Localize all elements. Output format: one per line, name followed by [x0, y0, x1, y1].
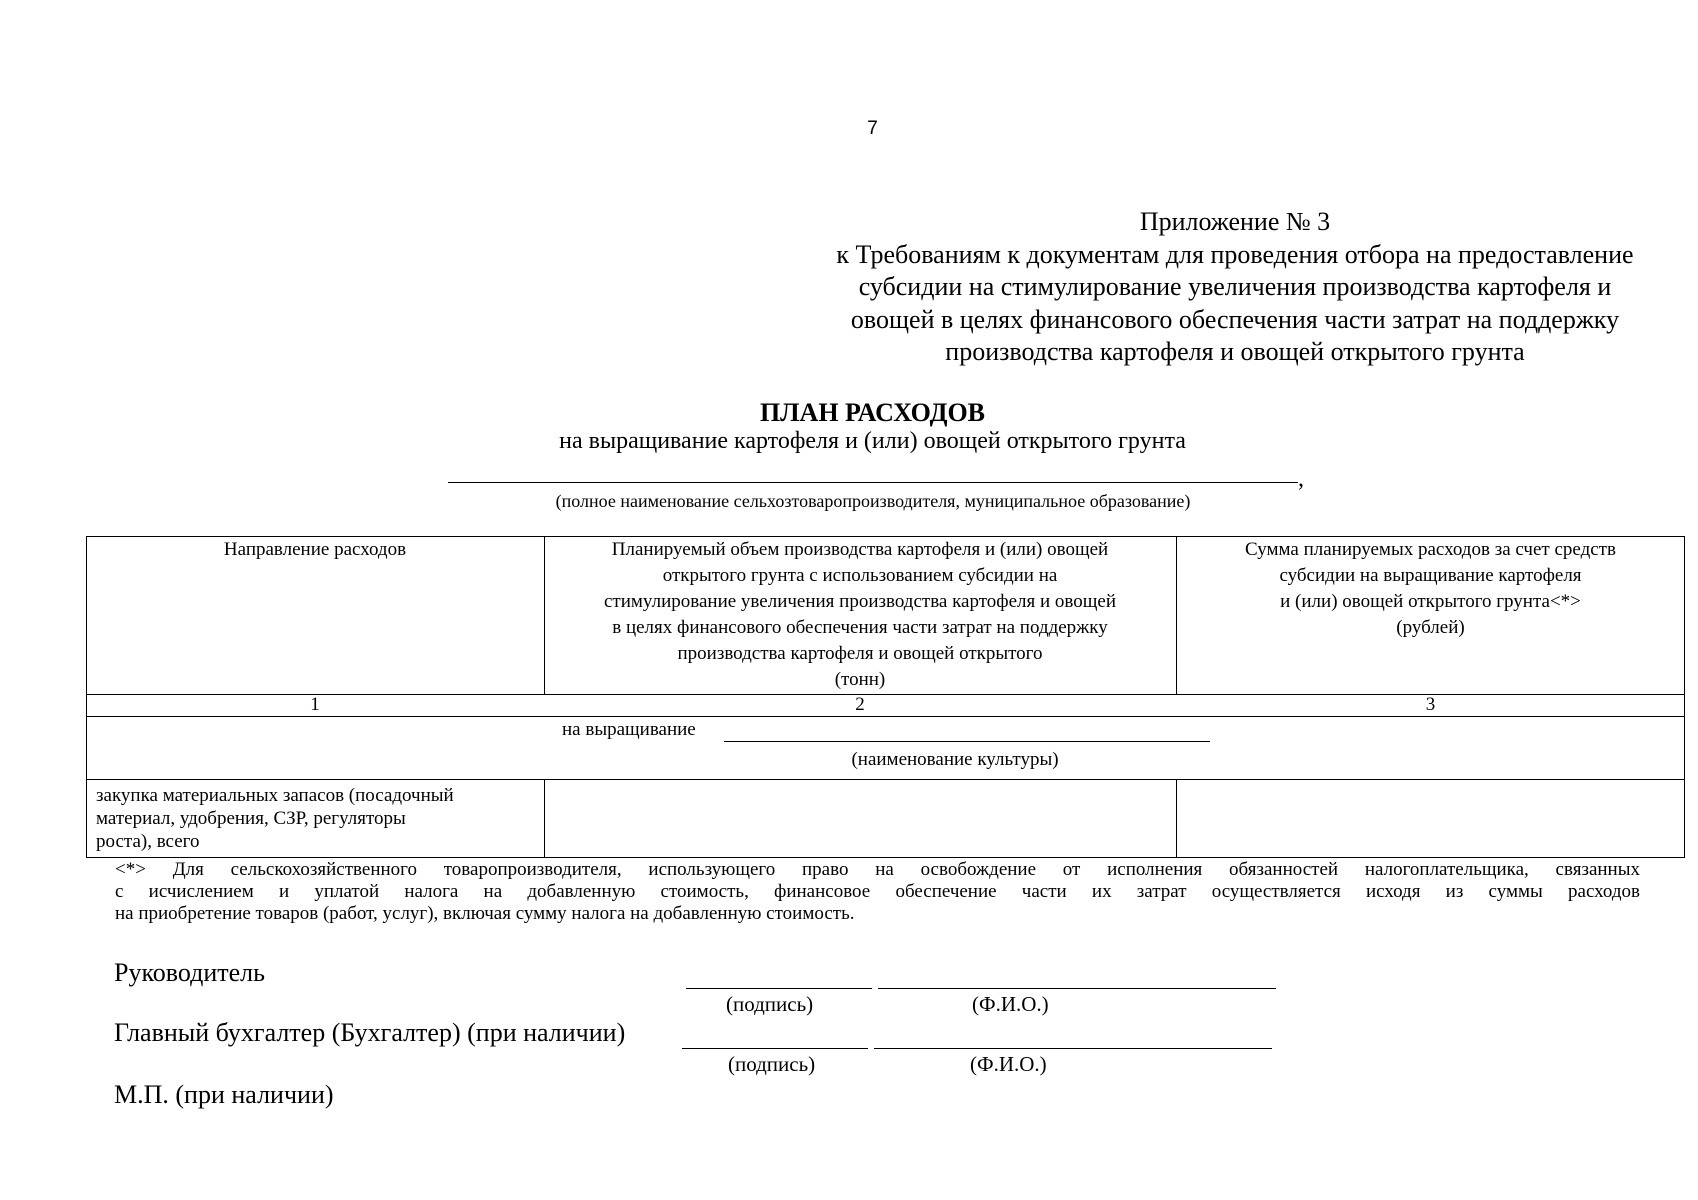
table-divider — [86, 779, 1685, 780]
crop-caption: (наименование культуры) — [851, 749, 1059, 770]
organization-name-line[interactable] — [448, 482, 1298, 483]
header-amount — [1176, 537, 1685, 641]
column-number: 1 — [310, 694, 320, 715]
footnote — [115, 859, 1640, 925]
expense-line: роста), всего — [96, 831, 200, 852]
header-line: открытого грунта с использованием субсидии на — [662, 565, 1058, 586]
crop-prefix: на выращивание — [562, 719, 696, 740]
header-line: Направление расходов — [223, 539, 407, 560]
name-caption: (Ф.И.О.) — [970, 1052, 1047, 1076]
name-caption: (Ф.И.О.) — [972, 992, 1049, 1016]
table-divider — [544, 779, 545, 858]
expense-line: закупка материальных запасов (посадочный — [96, 785, 454, 806]
amount-cell[interactable] — [1178, 781, 1683, 856]
appendix-line: производства картофеля и овощей открытого грунта — [945, 337, 1525, 366]
accountant-signature-line[interactable] — [682, 1048, 868, 1049]
accountant-name-line[interactable] — [874, 1048, 1272, 1049]
appendix-header — [730, 206, 1698, 369]
header-line: (рублей) — [1396, 617, 1465, 638]
volume-cell[interactable] — [546, 781, 1174, 856]
head-name-line[interactable] — [878, 988, 1276, 989]
plan-subtitle: на выращивание картофеля и (или) овощей открытого грунта — [559, 428, 1186, 454]
accountant-label: Главный бухгалтер (Бухгалтер) (при наличии) — [114, 1018, 626, 1047]
table-divider — [1176, 779, 1177, 858]
appendix-line: к Требованиям к документам для проведения отбора на предоставление — [836, 239, 1634, 269]
line-comma: , — [1298, 466, 1304, 492]
crop-name-line[interactable] — [724, 741, 1210, 742]
appendix-line: овощей в целях финансового обеспечения части затрат на поддержку — [850, 304, 1620, 334]
header-volume — [544, 537, 1176, 693]
header-line: производства картофеля и овощей открытого — [677, 643, 1043, 664]
expense-direction-cell — [96, 784, 454, 853]
appendix-line: субсидии на стимулирование увеличения производства картофеля и — [858, 272, 1612, 301]
header-line: стимулирование увеличения производства картофеля и овощей — [604, 591, 1116, 612]
page-number: 7 — [867, 118, 878, 139]
header-direction — [86, 537, 544, 563]
signature-caption: (подпись) — [726, 992, 814, 1016]
signature-caption: (подпись) — [728, 1052, 816, 1076]
header-line: субсидии на выращивание картофеля — [1279, 565, 1582, 586]
column-number: 3 — [1425, 694, 1436, 715]
header-line: Планируемый объем производства картофеля и (или) овощей — [611, 539, 1109, 560]
head-signature-line[interactable] — [686, 988, 872, 989]
plan-title: ПЛАН РАСХОДОВ — [759, 398, 986, 427]
head-label: Руководитель — [114, 958, 265, 987]
header-line: Сумма планируемых расходов за счет средств — [1245, 539, 1616, 560]
header-line: (тонн) — [834, 669, 886, 690]
footnote-line: <*> Для сельскохозяйственного товаропроизводителя, использующего право на освобождение от исполнения обязанностей налогоплательщика, связанных — [115, 859, 1640, 880]
column-number: 2 — [855, 694, 865, 715]
appendix-line: Приложение № 3 — [1139, 207, 1331, 236]
header-line: и (или) овощей открытого грунта<*> — [1280, 591, 1581, 612]
header-line: в целях финансового обеспечения части затрат на поддержку — [612, 617, 1108, 638]
footnote-line: с исчислением и уплатой налога на добавленную стоимость, финансовое обеспечение части их затрат осуществляется исходя из суммы расходов — [115, 881, 1640, 902]
organization-caption: (полное наименование сельхозтоваропроизводителя, муниципальное образование) — [555, 491, 1191, 511]
expense-line: материал, удобрения, СЗР, регуляторы — [96, 808, 406, 829]
footnote-line: на приобретение товаров (работ, услуг), включая сумму налога на добавленную стоимость. — [115, 903, 855, 924]
stamp-label: М.П. (при наличии) — [114, 1080, 334, 1109]
